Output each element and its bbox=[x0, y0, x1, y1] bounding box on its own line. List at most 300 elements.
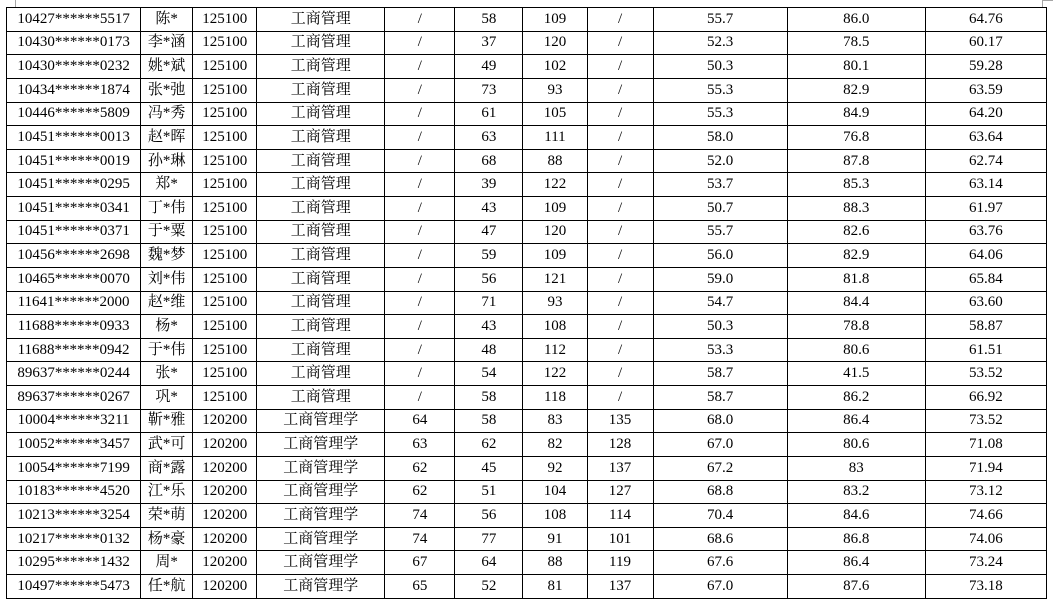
table-cell: 55.3 bbox=[653, 78, 787, 102]
table-cell: 74.06 bbox=[925, 527, 1046, 551]
table-cell: 67 bbox=[385, 551, 455, 575]
table-cell: 50.3 bbox=[653, 315, 787, 339]
table-cell: 工商管理 bbox=[257, 78, 385, 102]
table-cell: 工商管理学 bbox=[257, 504, 385, 528]
table-cell: 74 bbox=[385, 527, 455, 551]
table-cell: 125100 bbox=[193, 220, 257, 244]
table-cell: 64 bbox=[385, 409, 455, 433]
table-cell: 37 bbox=[455, 31, 523, 55]
table-cell: 63.64 bbox=[925, 126, 1046, 150]
table-cell: 11688******0942 bbox=[7, 338, 141, 362]
table-cell: 122 bbox=[523, 362, 587, 386]
table-cell: / bbox=[587, 244, 653, 268]
table-row bbox=[7, 551, 1047, 575]
table-cell: 10451******0371 bbox=[7, 220, 141, 244]
table-cell: / bbox=[587, 102, 653, 126]
table-row bbox=[7, 504, 1047, 528]
table-cell: 江*乐 bbox=[141, 480, 193, 504]
score-table bbox=[6, 7, 1047, 599]
table-cell: / bbox=[385, 386, 455, 410]
table-cell: 工商管理 bbox=[257, 126, 385, 150]
table-cell: 工商管理 bbox=[257, 31, 385, 55]
table-cell: 120200 bbox=[193, 456, 257, 480]
table-cell: 50.7 bbox=[653, 197, 787, 221]
table-cell: / bbox=[587, 362, 653, 386]
table-cell: 80.6 bbox=[787, 433, 925, 457]
table-cell: / bbox=[385, 315, 455, 339]
table-cell: / bbox=[587, 173, 653, 197]
table-row bbox=[7, 55, 1047, 79]
table-cell: 73.12 bbox=[925, 480, 1046, 504]
table-cell: 李*涵 bbox=[141, 31, 193, 55]
table-cell: 78.5 bbox=[787, 31, 925, 55]
table-cell: 68.8 bbox=[653, 480, 787, 504]
table-cell: 62 bbox=[385, 480, 455, 504]
table-cell: 125100 bbox=[193, 197, 257, 221]
table-cell: / bbox=[385, 173, 455, 197]
table-cell: 86.8 bbox=[787, 527, 925, 551]
table-cell: 55.7 bbox=[653, 220, 787, 244]
table-cell: 62 bbox=[455, 433, 523, 457]
table-cell: 张* bbox=[141, 362, 193, 386]
table-cell: 工商管理 bbox=[257, 362, 385, 386]
table-cell: / bbox=[385, 126, 455, 150]
table-cell: / bbox=[587, 291, 653, 315]
table-cell: 11688******0933 bbox=[7, 315, 141, 339]
table-cell: 工商管理 bbox=[257, 267, 385, 291]
table-cell: 125100 bbox=[193, 8, 257, 32]
table-cell: 105 bbox=[523, 102, 587, 126]
table-cell: / bbox=[587, 220, 653, 244]
table-row bbox=[7, 267, 1047, 291]
table-cell: 郑* bbox=[141, 173, 193, 197]
table-cell: 丁*伟 bbox=[141, 197, 193, 221]
table-cell: 10004******3211 bbox=[7, 409, 141, 433]
table-cell: 10434******1874 bbox=[7, 78, 141, 102]
table-cell: 43 bbox=[455, 197, 523, 221]
table-cell: 111 bbox=[523, 126, 587, 150]
table-cell: / bbox=[385, 102, 455, 126]
table-cell: 88.3 bbox=[787, 197, 925, 221]
table-cell: 工商管理学 bbox=[257, 433, 385, 457]
table-cell: 58 bbox=[455, 409, 523, 433]
table-cell: / bbox=[385, 338, 455, 362]
table-cell: 71.08 bbox=[925, 433, 1046, 457]
table-cell: 工商管理 bbox=[257, 386, 385, 410]
table-cell: 工商管理 bbox=[257, 315, 385, 339]
table-cell: / bbox=[587, 126, 653, 150]
table-cell: 85.3 bbox=[787, 173, 925, 197]
table-cell: 任*航 bbox=[141, 575, 193, 599]
table-cell: 荣*萌 bbox=[141, 504, 193, 528]
table-cell: / bbox=[385, 244, 455, 268]
table-cell: / bbox=[385, 55, 455, 79]
table-cell: 125100 bbox=[193, 173, 257, 197]
table-cell: 125100 bbox=[193, 386, 257, 410]
table-row bbox=[7, 291, 1047, 315]
table-cell: / bbox=[587, 8, 653, 32]
table-cell: 83 bbox=[787, 456, 925, 480]
table-cell: / bbox=[587, 31, 653, 55]
table-cell: 64.20 bbox=[925, 102, 1046, 126]
table-cell: 125100 bbox=[193, 126, 257, 150]
table-cell: 56 bbox=[455, 267, 523, 291]
table-row bbox=[7, 456, 1047, 480]
table-row bbox=[7, 527, 1047, 551]
table-cell: 81 bbox=[523, 575, 587, 599]
table-cell: 10446******5809 bbox=[7, 102, 141, 126]
table-cell: 10451******0019 bbox=[7, 149, 141, 173]
table-cell: 53.3 bbox=[653, 338, 787, 362]
table-cell: 108 bbox=[523, 315, 587, 339]
table-cell: 于*粟 bbox=[141, 220, 193, 244]
table-cell: 工商管理 bbox=[257, 197, 385, 221]
table-cell: 101 bbox=[587, 527, 653, 551]
table-cell: 10430******0173 bbox=[7, 31, 141, 55]
table-cell: 86.0 bbox=[787, 8, 925, 32]
table-cell: 工商管理 bbox=[257, 102, 385, 126]
table-cell: / bbox=[385, 149, 455, 173]
table-cell: / bbox=[587, 386, 653, 410]
table-cell: 54 bbox=[455, 362, 523, 386]
table-cell: 工商管理学 bbox=[257, 456, 385, 480]
table-cell: 52.3 bbox=[653, 31, 787, 55]
table-cell: 55.7 bbox=[653, 8, 787, 32]
table-cell: 87.8 bbox=[787, 149, 925, 173]
table-cell: 125100 bbox=[193, 291, 257, 315]
table-cell: 50.3 bbox=[653, 55, 787, 79]
table-cell: 125100 bbox=[193, 31, 257, 55]
table-cell: / bbox=[587, 267, 653, 291]
table-cell: 120200 bbox=[193, 480, 257, 504]
table-row bbox=[7, 433, 1047, 457]
table-cell: 10052******3457 bbox=[7, 433, 141, 457]
table-row bbox=[7, 8, 1047, 32]
table-cell: 59.28 bbox=[925, 55, 1046, 79]
table-cell: 陈* bbox=[141, 8, 193, 32]
table-cell: 10456******2698 bbox=[7, 244, 141, 268]
table-cell: 125100 bbox=[193, 338, 257, 362]
table-cell: 102 bbox=[523, 55, 587, 79]
table-cell: 63.60 bbox=[925, 291, 1046, 315]
table-row bbox=[7, 409, 1047, 433]
table-cell: 120200 bbox=[193, 551, 257, 575]
table-cell: 48 bbox=[455, 338, 523, 362]
table-cell: / bbox=[587, 338, 653, 362]
table-cell: 68 bbox=[455, 149, 523, 173]
table-cell: 121 bbox=[523, 267, 587, 291]
table-cell: 137 bbox=[587, 575, 653, 599]
table-cell: 工商管理学 bbox=[257, 551, 385, 575]
table-cell: 120200 bbox=[193, 527, 257, 551]
table-cell: 商*露 bbox=[141, 456, 193, 480]
table-row bbox=[7, 126, 1047, 150]
table-cell: 77 bbox=[455, 527, 523, 551]
table-cell: 55.3 bbox=[653, 102, 787, 126]
table-cell: / bbox=[587, 197, 653, 221]
table-cell: 82.9 bbox=[787, 244, 925, 268]
table-row bbox=[7, 220, 1047, 244]
table-cell: 125100 bbox=[193, 362, 257, 386]
table-cell: 89637******0267 bbox=[7, 386, 141, 410]
table-row bbox=[7, 78, 1047, 102]
table-cell: 88 bbox=[523, 149, 587, 173]
table-cell: 周* bbox=[141, 551, 193, 575]
table-cell: 73.18 bbox=[925, 575, 1046, 599]
table-row bbox=[7, 149, 1047, 173]
table-cell: / bbox=[587, 78, 653, 102]
table-row bbox=[7, 173, 1047, 197]
table-cell: 108 bbox=[523, 504, 587, 528]
table-row bbox=[7, 338, 1047, 362]
table-cell: 工商管理 bbox=[257, 173, 385, 197]
table-cell: / bbox=[385, 267, 455, 291]
table-cell: 工商管理 bbox=[257, 291, 385, 315]
table-cell: 80.6 bbox=[787, 338, 925, 362]
table-cell: 120200 bbox=[193, 575, 257, 599]
table-row bbox=[7, 102, 1047, 126]
table-cell: 91 bbox=[523, 527, 587, 551]
table-cell: 工商管理 bbox=[257, 338, 385, 362]
table-cell: 工商管理学 bbox=[257, 575, 385, 599]
table-cell: 59.0 bbox=[653, 267, 787, 291]
table-cell: / bbox=[385, 362, 455, 386]
table-cell: 58 bbox=[455, 386, 523, 410]
table-cell: 70.4 bbox=[653, 504, 787, 528]
table-cell: 119 bbox=[587, 551, 653, 575]
table-cell: 104 bbox=[523, 480, 587, 504]
table-cell: 10217******0132 bbox=[7, 527, 141, 551]
table-cell: / bbox=[385, 78, 455, 102]
table-cell: 62.74 bbox=[925, 149, 1046, 173]
table-cell: 魏*梦 bbox=[141, 244, 193, 268]
table-cell: 120200 bbox=[193, 409, 257, 433]
table-cell: 武*可 bbox=[141, 433, 193, 457]
table-cell: 112 bbox=[523, 338, 587, 362]
table-cell: 128 bbox=[587, 433, 653, 457]
table-cell: 84.6 bbox=[787, 504, 925, 528]
table-cell: / bbox=[587, 55, 653, 79]
table-cell: 冯*秀 bbox=[141, 102, 193, 126]
table-cell: / bbox=[587, 315, 653, 339]
table-cell: 86.2 bbox=[787, 386, 925, 410]
table-cell: 73.24 bbox=[925, 551, 1046, 575]
table-cell: 137 bbox=[587, 456, 653, 480]
table-cell: 于*伟 bbox=[141, 338, 193, 362]
table-cell: 56.0 bbox=[653, 244, 787, 268]
score-table-body bbox=[7, 8, 1047, 599]
table-cell: 120200 bbox=[193, 433, 257, 457]
table-cell: 58 bbox=[455, 8, 523, 32]
table-cell: 118 bbox=[523, 386, 587, 410]
table-cell: 120200 bbox=[193, 504, 257, 528]
table-cell: 125100 bbox=[193, 315, 257, 339]
table-cell: 巩* bbox=[141, 386, 193, 410]
table-cell: 56 bbox=[455, 504, 523, 528]
table-cell: 工商管理 bbox=[257, 244, 385, 268]
table-cell: 71 bbox=[455, 291, 523, 315]
table-cell: / bbox=[385, 197, 455, 221]
table-cell: 67.2 bbox=[653, 456, 787, 480]
table-row bbox=[7, 31, 1047, 55]
table-cell: 93 bbox=[523, 291, 587, 315]
table-cell: / bbox=[385, 8, 455, 32]
table-cell: 41.5 bbox=[787, 362, 925, 386]
table-cell: 74 bbox=[385, 504, 455, 528]
table-cell: 10451******0013 bbox=[7, 126, 141, 150]
table-cell: 125100 bbox=[193, 244, 257, 268]
table-cell: 58.7 bbox=[653, 386, 787, 410]
table-cell: 67.6 bbox=[653, 551, 787, 575]
table-cell: 工商管理 bbox=[257, 149, 385, 173]
table-cell: 10497******5473 bbox=[7, 575, 141, 599]
table-cell: 68.0 bbox=[653, 409, 787, 433]
table-row bbox=[7, 244, 1047, 268]
table-cell: 65 bbox=[385, 575, 455, 599]
table-cell: 63 bbox=[385, 433, 455, 457]
table-cell: 125100 bbox=[193, 267, 257, 291]
table-cell: 92 bbox=[523, 456, 587, 480]
table-cell: 93 bbox=[523, 78, 587, 102]
table-cell: 86.4 bbox=[787, 409, 925, 433]
table-cell: 63.76 bbox=[925, 220, 1046, 244]
table-cell: 工商管理 bbox=[257, 220, 385, 244]
table-cell: 赵*维 bbox=[141, 291, 193, 315]
table-cell: 58.7 bbox=[653, 362, 787, 386]
table-cell: 10430******0232 bbox=[7, 55, 141, 79]
table-cell: 51 bbox=[455, 480, 523, 504]
table-cell: 84.4 bbox=[787, 291, 925, 315]
table-cell: 61 bbox=[455, 102, 523, 126]
table-cell: 工商管理 bbox=[257, 8, 385, 32]
table-cell: 53.52 bbox=[925, 362, 1046, 386]
table-cell: 52.0 bbox=[653, 149, 787, 173]
table-cell: 63 bbox=[455, 126, 523, 150]
table-cell: 63.59 bbox=[925, 78, 1046, 102]
table-cell: 83.2 bbox=[787, 480, 925, 504]
table-cell: 工商管理 bbox=[257, 55, 385, 79]
table-cell: 10465******0070 bbox=[7, 267, 141, 291]
table-cell: 52 bbox=[455, 575, 523, 599]
table-cell: 82 bbox=[523, 433, 587, 457]
table-cell: 62 bbox=[385, 456, 455, 480]
table-cell: 125100 bbox=[193, 78, 257, 102]
table-cell: 工商管理学 bbox=[257, 480, 385, 504]
table-row bbox=[7, 315, 1047, 339]
table-cell: 120 bbox=[523, 220, 587, 244]
table-cell: 73.52 bbox=[925, 409, 1046, 433]
table-cell: 67.0 bbox=[653, 575, 787, 599]
table-cell: 82.9 bbox=[787, 78, 925, 102]
table-cell: 10295******1432 bbox=[7, 551, 141, 575]
table-cell: 53.7 bbox=[653, 173, 787, 197]
table-cell: 125100 bbox=[193, 102, 257, 126]
cropped-row-border-top-edge bbox=[1042, 0, 1053, 1]
table-cell: 87.6 bbox=[787, 575, 925, 599]
table-cell: 68.6 bbox=[653, 527, 787, 551]
table-cell: 109 bbox=[523, 8, 587, 32]
table-cell: 姚*斌 bbox=[141, 55, 193, 79]
table-cell: 10213******3254 bbox=[7, 504, 141, 528]
table-cell: 73 bbox=[455, 78, 523, 102]
table-cell: 82.6 bbox=[787, 220, 925, 244]
table-cell: 120 bbox=[523, 31, 587, 55]
table-cell: 89637******0244 bbox=[7, 362, 141, 386]
table-cell: 54.7 bbox=[653, 291, 787, 315]
table-cell: 83 bbox=[523, 409, 587, 433]
table-cell: 60.17 bbox=[925, 31, 1046, 55]
table-row bbox=[7, 575, 1047, 599]
table-row bbox=[7, 386, 1047, 410]
table-cell: 刘*伟 bbox=[141, 267, 193, 291]
table-cell: 10054******7199 bbox=[7, 456, 141, 480]
table-cell: 67.0 bbox=[653, 433, 787, 457]
table-cell: 64 bbox=[455, 551, 523, 575]
table-row bbox=[7, 480, 1047, 504]
table-cell: 张*弛 bbox=[141, 78, 193, 102]
table-cell: 工商管理学 bbox=[257, 527, 385, 551]
table-cell: 59 bbox=[455, 244, 523, 268]
table-cell: 125100 bbox=[193, 55, 257, 79]
table-cell: 71.94 bbox=[925, 456, 1046, 480]
table-cell: 64.06 bbox=[925, 244, 1046, 268]
table-cell: 65.84 bbox=[925, 267, 1046, 291]
table-cell: 杨* bbox=[141, 315, 193, 339]
table-cell: 76.8 bbox=[787, 126, 925, 150]
table-cell: / bbox=[587, 149, 653, 173]
table-cell: / bbox=[385, 220, 455, 244]
table-cell: 64.76 bbox=[925, 8, 1046, 32]
table-cell: 58.0 bbox=[653, 126, 787, 150]
table-cell: 杨*豪 bbox=[141, 527, 193, 551]
table-cell: 80.1 bbox=[787, 55, 925, 79]
table-cell: 10427******5517 bbox=[7, 8, 141, 32]
table-cell: 58.87 bbox=[925, 315, 1046, 339]
table-cell: 39 bbox=[455, 173, 523, 197]
table-cell: 125100 bbox=[193, 149, 257, 173]
table-cell: 赵*晖 bbox=[141, 126, 193, 150]
table-cell: 10451******0341 bbox=[7, 197, 141, 221]
table-cell: 81.8 bbox=[787, 267, 925, 291]
table-cell: 47 bbox=[455, 220, 523, 244]
table-cell: 127 bbox=[587, 480, 653, 504]
table-cell: 45 bbox=[455, 456, 523, 480]
table-cell: 84.9 bbox=[787, 102, 925, 126]
table-cell: 74.66 bbox=[925, 504, 1046, 528]
table-cell: 88 bbox=[523, 551, 587, 575]
table-cell: / bbox=[385, 291, 455, 315]
table-cell: 86.4 bbox=[787, 551, 925, 575]
table-cell: 10183******4520 bbox=[7, 480, 141, 504]
table-cell: 10451******0295 bbox=[7, 173, 141, 197]
table-cell: 78.8 bbox=[787, 315, 925, 339]
table-cell: 66.92 bbox=[925, 386, 1046, 410]
table-cell: 孙*琳 bbox=[141, 149, 193, 173]
table-cell: 122 bbox=[523, 173, 587, 197]
table-cell: 43 bbox=[455, 315, 523, 339]
table-cell: / bbox=[385, 31, 455, 55]
table-cell: 114 bbox=[587, 504, 653, 528]
table-row bbox=[7, 362, 1047, 386]
table-cell: 靳*雅 bbox=[141, 409, 193, 433]
table-cell: 11641******2000 bbox=[7, 291, 141, 315]
table-cell: 109 bbox=[523, 197, 587, 221]
table-cell: 61.51 bbox=[925, 338, 1046, 362]
table-cell: 61.97 bbox=[925, 197, 1046, 221]
table-cell: 63.14 bbox=[925, 173, 1046, 197]
table-cell: 49 bbox=[455, 55, 523, 79]
table-cell: 135 bbox=[587, 409, 653, 433]
